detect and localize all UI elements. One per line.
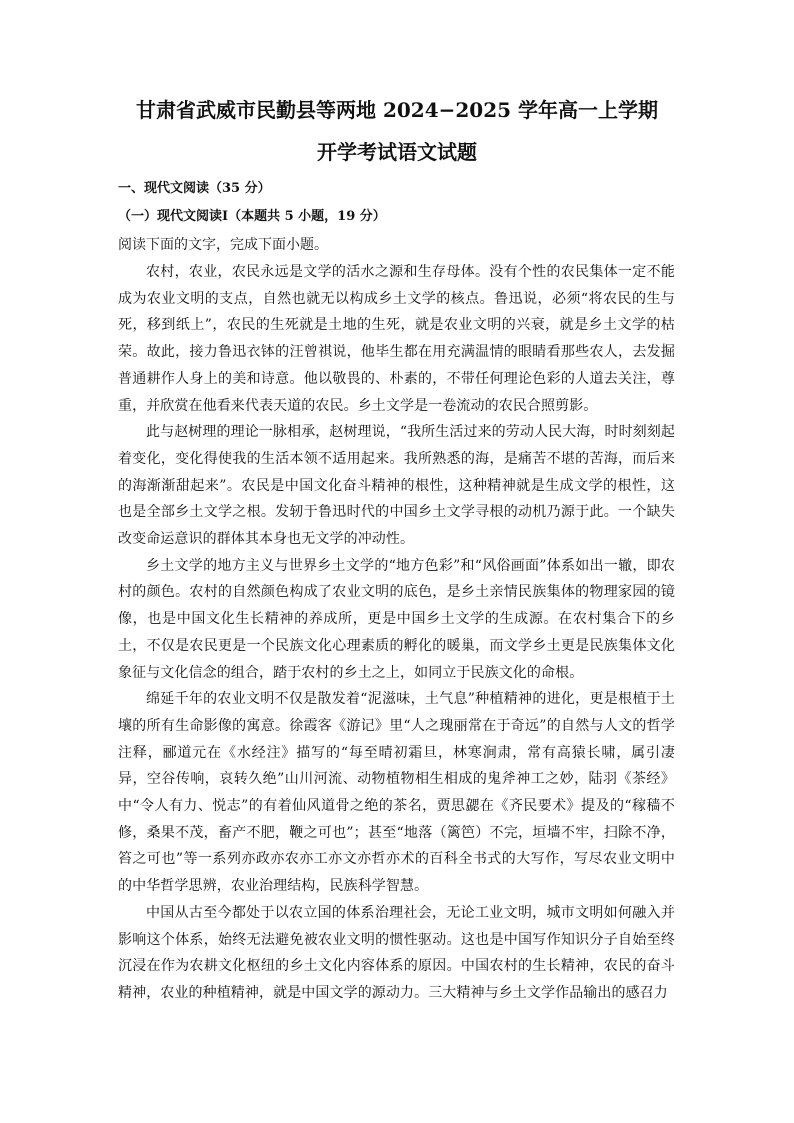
section-subheading: （一）现代文阅读Ⅰ（本题共 5 小题，19 分） <box>118 209 386 224</box>
section-heading: 一、现代文阅读（35 分） <box>118 181 271 196</box>
passage-paragraph-4: 绵延千年的农业文明不仅是散发着“泥滋味，土气息”种植精神的进化，更是根植于土壤的所有生命影像的寓意。徐霞客《游记》里“人之瑰丽常在于奇远”的自然与人文的哲学注释，郦道元在《水经注》描写的“每至晴初霜旦，林寒涧肃，常有高猿长啸，属引凄异，空谷传响，哀转久绝”山川河流、动物植物相生相成的鬼斧神工之妙，陆羽《茶经》中“令人有力、悦志”的有着仙风道骨之绝的茶名，贾思勰在《齐民要术》提及的“稼穑不修，桑果不茂，畜产不肥，鞭之可也”；甚至“地落（篱笆）不完，垣墙不牢，扫除不净，笞之可也”等一系列亦政亦农亦工亦文亦哲亦术的百科全书式的大写作，写尽农业文明中的中华哲学思辨，农业治理结构，民族科学智慧。 <box>118 691 675 895</box>
document-title-line-1: 甘肃省武威市民勤县等两地 2024−2025 学年高一上学期 <box>135 98 658 122</box>
document-title-line-2: 开学考试语文试题 <box>317 140 477 164</box>
passage-paragraph-1: 农村，农业，农民永远是文学的活水之源和生存母体。没有个性的农民集体一定不能成为农业文明的支点，自然也就无以构成乡土文学的核点。鲁迅说，必须“将农民的生与死，移到纸上”，农民的生死就是土地的生死，就是农业文明的兴衰，就是乡土文学的枯荣。故此，接力鲁迅衣钵的汪曾祺说，他毕生都在用充满温情的眼睛看那些农人，去发掘普通耕作人身上的美和诗意。他以敬畏的、朴素的，不带任何理论色彩的人道去关注，尊重，并欣赏在他看来代表天道的农民。乡土文学是一卷流动的农民合照剪影。 <box>118 264 675 414</box>
passage-paragraph-5: 中国从古至今都处于以农立国的体系治理社会，无论工业文明，城市文明如何融入并影响这个体系，始终无法避免被农业文明的惯性驱动。这也是中国写作知识分子自始至终沉浸在作为农耕文化枢纽的乡土文化内容体系的原因。中国农村的生长精神，农民的奋斗精神，农业的种植精神，就是中国文学的源动力。三大精神与乡土文学作品输出的感召力 <box>118 904 675 1001</box>
passage-paragraph-3: 乡土文学的地方主义与世界乡土文学的“地方色彩”和“风俗画面”体系如出一辙，即农村的颜色。农村的自然颜色构成了农业文明的底色，是乡土亲情民族集体的物理家园的镜像，也是中国文化生长精神的养成所，更是中国乡土文学的生成源。在农村集合下的乡土，不仅是农民更是一个民族文化心理素质的孵化的暖巢，而文学乡土更是民族集体文化象征与文化信念的组合，踏于农村的乡土之上，如同立于民族文化的命根。 <box>118 557 675 681</box>
passage-paragraph-2: 此与赵树理的理论一脉相承，赵树理说，“我所生活过来的劳动人民大海，时时刻刻起着变化，变化得使我的生活本领不适用起来。我所熟悉的海，是痛苦不堪的苦海，而后来的海渐渐甜起来”。农民是中国文化奋斗精神的根性，这种精神就是生成文学的根性，这也是全部乡土文学之根。发轫于鲁迅时代的中国乡土文学寻根的动机乃源于此。一个缺失改变命运意识的群体其本身也无文学的冲动性。 <box>118 424 675 548</box>
reading-instruction: 阅读下面的文字，完成下面小题。 <box>118 237 328 253</box>
document-body <box>118 175 675 1007</box>
